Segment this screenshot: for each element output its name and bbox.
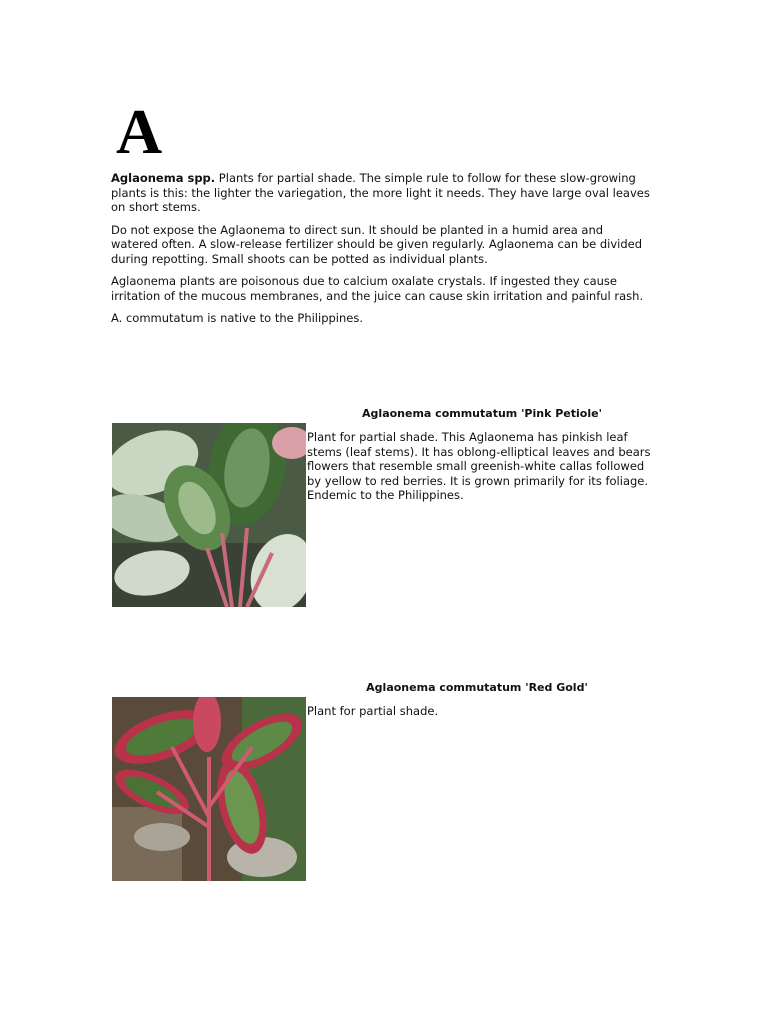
- plant-photo-red-gold: [112, 697, 306, 881]
- heading-letter: A: [116, 96, 163, 167]
- intro-section: [111, 171, 651, 334]
- plant-description-red-gold: Plant for partial shade.: [307, 704, 439, 718]
- intro-paragraph-3: Aglaonema plants are poisonous due to calcium oxalate crystals. If ingested they cause irritation of the mucous membranes, and the juice can cause skin irritation and painful rash.: [111, 274, 644, 303]
- plant-title-pink-petiole: Aglaonema commutatum 'Pink Petiole': [362, 407, 602, 420]
- intro-paragraph-4: A. commutatum is native to the Philippines.: [111, 311, 364, 325]
- intro-paragraph-1-text: Plants for partial shade. The simple rule to follow for these slow-growing plants is this: the lighter the variegation, the more light it needs. They have large oval leaves on short stems.: [111, 171, 650, 214]
- plant-description-pink-petiole: Plant for partial shade. This Aglaonema has pinkish leaf stems (leaf stems). It has oblong-elliptical leaves and bears flowers that resemble small greenish-white callas followed by yellow to red berries. It is grown primarily for its foliage. Endemic to the Philippines.: [307, 430, 651, 502]
- genus-name: Aglaonema spp.: [111, 171, 216, 185]
- plant-title-red-gold: Aglaonema commutatum 'Red Gold': [366, 681, 588, 694]
- intro-paragraph-1: [111, 171, 651, 215]
- intro-paragraph-2: Do not expose the Aglaonema to direct sun. It should be planted in a humid area and watered often. A slow-release fertilizer should be given regularly. Aglaonema can be divided during repotting. Small shoots can be potted as individual plants.: [111, 222, 643, 266]
- plant-photo-pink-petiole: [112, 423, 306, 607]
